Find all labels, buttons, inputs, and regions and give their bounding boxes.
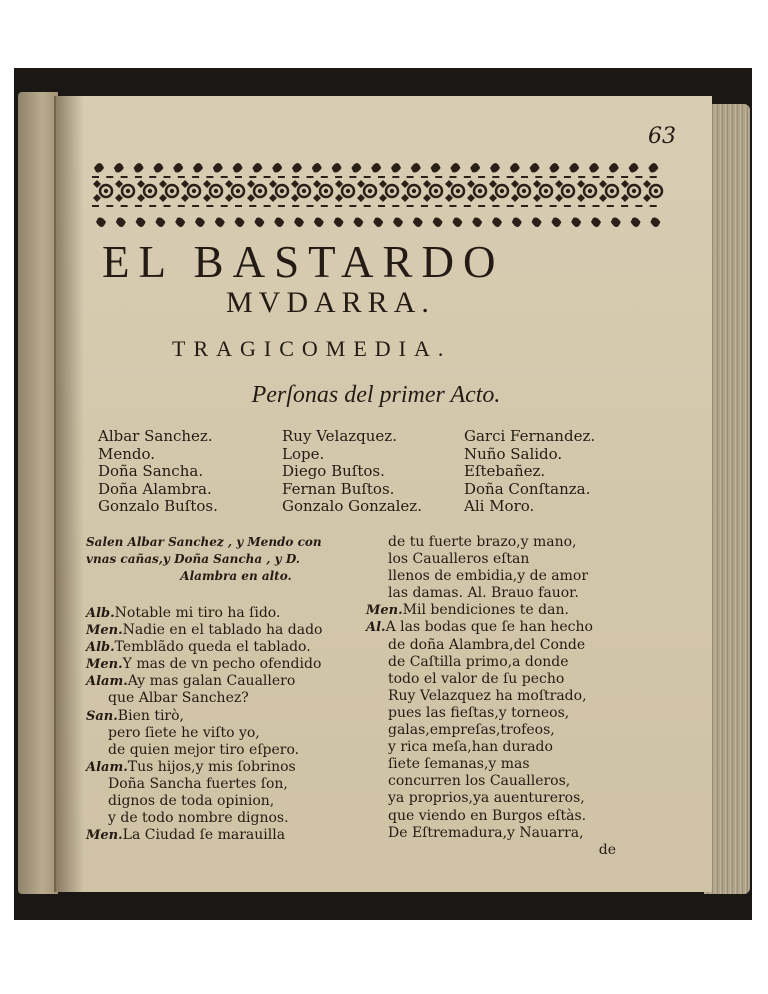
verse-line	[366, 825, 646, 842]
cast-name: Nuño Salido.	[464, 444, 563, 463]
verse-line	[366, 637, 646, 654]
cast-name: Ali Moro.	[464, 497, 535, 515]
verse-line	[86, 776, 386, 793]
verse-line	[366, 790, 646, 807]
play-title: EL BASTARDO	[102, 237, 505, 287]
cast-name: Diego Buſtos.	[282, 462, 385, 480]
personas-heading: Perſonas del primer Acto.	[251, 382, 501, 408]
verse-text: dignos de toda opinion,	[108, 793, 275, 810]
verse-lines-right	[366, 534, 646, 842]
cast-name: Lope.	[282, 444, 325, 463]
verse-text: Doña Sancha fuertes ſon,	[108, 775, 288, 792]
verse-text: de doña Alambra,del Conde	[388, 636, 586, 653]
cast-name: Gonzalo Gonzalez.	[282, 497, 422, 515]
verse-line	[366, 773, 646, 790]
verse-line	[86, 639, 386, 656]
verse-text: todo el valor de ſu pecho	[388, 670, 565, 687]
verse-text: Ruy Velazquez ha moſtrado,	[388, 687, 587, 704]
verse-lines-left	[86, 605, 386, 844]
stage-direction	[86, 534, 386, 585]
speaker-abbrev: Alb.	[86, 606, 115, 621]
verse-text: los Caualleros eſtan	[388, 551, 530, 568]
verse-text: A las bodas que ſe han hecho	[385, 619, 593, 636]
verse-line	[86, 605, 386, 622]
speaker-abbrev: Alam.	[86, 759, 128, 775]
verse-text: Y mas de vn pecho ofendido	[122, 656, 322, 673]
cast-name: Mendo.	[98, 444, 156, 463]
genre-label: TRAGICOMEDIA.	[172, 336, 452, 361]
page-number: 63	[648, 124, 676, 149]
verse-text: pues las fieſtas,y torneos,	[388, 704, 570, 721]
speaker-abbrev: Men.	[86, 657, 123, 673]
verse-line	[366, 619, 646, 636]
cast-name: Albar Sanchez.	[98, 427, 213, 445]
verse-line	[86, 759, 386, 776]
verse-text: y rica meſa,han durado	[388, 739, 553, 756]
verse-line	[366, 671, 646, 688]
speaker-abbrev: Men.	[86, 623, 123, 639]
verse-line	[86, 708, 386, 725]
speaker-abbrev: Men.	[86, 828, 123, 844]
verse-line	[86, 656, 386, 673]
verse-text: Nadie en el tablado ha dado	[122, 622, 323, 639]
verse-line	[366, 739, 646, 756]
verse-text: de Caſtilla primo,a donde	[388, 653, 569, 670]
spine-shadow	[54, 96, 84, 892]
cast-column-3	[464, 428, 595, 516]
text-column-left	[86, 534, 386, 844]
verse-line	[366, 722, 646, 739]
cast-name: Fernan Buſtos.	[282, 479, 395, 498]
speaker-abbrev: Alb.	[86, 640, 115, 656]
verse-line	[366, 756, 646, 773]
verse-line	[86, 810, 386, 827]
cast-name: Doña Sancha.	[98, 462, 204, 480]
verse-text: La Ciudad ſe marauilla	[122, 827, 286, 844]
verse-line	[366, 568, 646, 585]
verse-line	[366, 808, 646, 825]
stage-direction-line: Salen Albar Sanchez , y Mendo con	[86, 535, 322, 549]
verse-text: ſiete ſemanas,y mas	[388, 756, 530, 773]
verse-line	[86, 793, 386, 810]
verse-line	[366, 551, 646, 568]
verse-line	[86, 827, 386, 844]
play-subtitle: MVDARRA.	[226, 286, 435, 319]
verse-text: Temblãdo queda el tablado.	[114, 639, 311, 656]
verse-text: llenos de embidia,y de amor	[388, 568, 589, 585]
speaker-abbrev: Al.	[366, 620, 386, 636]
verse-line	[86, 725, 386, 742]
book-page	[56, 96, 712, 892]
text-column-right	[366, 534, 646, 859]
decorative-border-ornament	[86, 150, 666, 232]
left-page-edge	[18, 92, 58, 894]
verse-line	[366, 585, 646, 602]
speaker-abbrev: San.	[86, 708, 118, 724]
verse-line	[366, 705, 646, 722]
verse-text: Tus hijos,y mis ſobrinos	[127, 758, 296, 775]
cast-name: Doña Alambra.	[98, 479, 212, 498]
verse-text: De Eſtremadura,y Nauarra,	[388, 824, 584, 841]
speaker-abbrev: Alam.	[86, 674, 128, 690]
cast-name: Garci Fernandez.	[464, 427, 596, 445]
verse-text: galas,empreſas,trofeos,	[388, 722, 555, 739]
stage-direction-line: Alambra en alto.	[180, 569, 292, 583]
verse-line	[366, 688, 646, 705]
verse-text: ya proprios,ya auentureros,	[388, 790, 585, 807]
verse-line	[366, 534, 646, 551]
verse-text: Notable mi tiro ha ſido.	[114, 605, 281, 621]
cast-name: Gonzalo Buſtos.	[98, 497, 218, 515]
verse-text: y de todo nombre dignos.	[108, 810, 289, 827]
verse-text: de tu fuerte brazo,y mano,	[388, 534, 577, 550]
cast-name: Ruy Velazquez.	[282, 427, 397, 445]
speaker-abbrev: Men.	[366, 603, 403, 619]
cast-name: Eſtebañez.	[464, 462, 546, 480]
verse-text: de quien mejor tiro eſpero.	[108, 741, 300, 758]
cast-column-1	[98, 428, 218, 516]
stage-direction-line: vnas cañas,y Doña Sancha , y D.	[86, 552, 300, 566]
verse-line	[86, 690, 386, 707]
verse-text: Ay mas galan Cauallero	[127, 673, 296, 690]
verse-text: concurren los Caualleros,	[388, 773, 571, 790]
verse-line	[366, 602, 646, 619]
catchword: de	[598, 841, 616, 858]
verse-line	[366, 654, 646, 671]
verse-line	[86, 622, 386, 639]
verse-text: que Albar Sanchez?	[108, 690, 249, 707]
verse-line	[86, 673, 386, 690]
verse-text: que viendo en Burgos eſtàs.	[388, 807, 587, 824]
cast-column-2	[282, 428, 422, 516]
verse-text: las damas. Al. Brauo fauor.	[388, 585, 579, 602]
cast-name: Doña Conſtanza.	[464, 479, 591, 498]
verse-text: pero ſiete he viſto yo,	[108, 724, 260, 741]
verse-text: Mil bendiciones te dan.	[402, 602, 569, 619]
verse-text: Bien tirò,	[117, 707, 184, 724]
verse-line	[86, 742, 386, 759]
